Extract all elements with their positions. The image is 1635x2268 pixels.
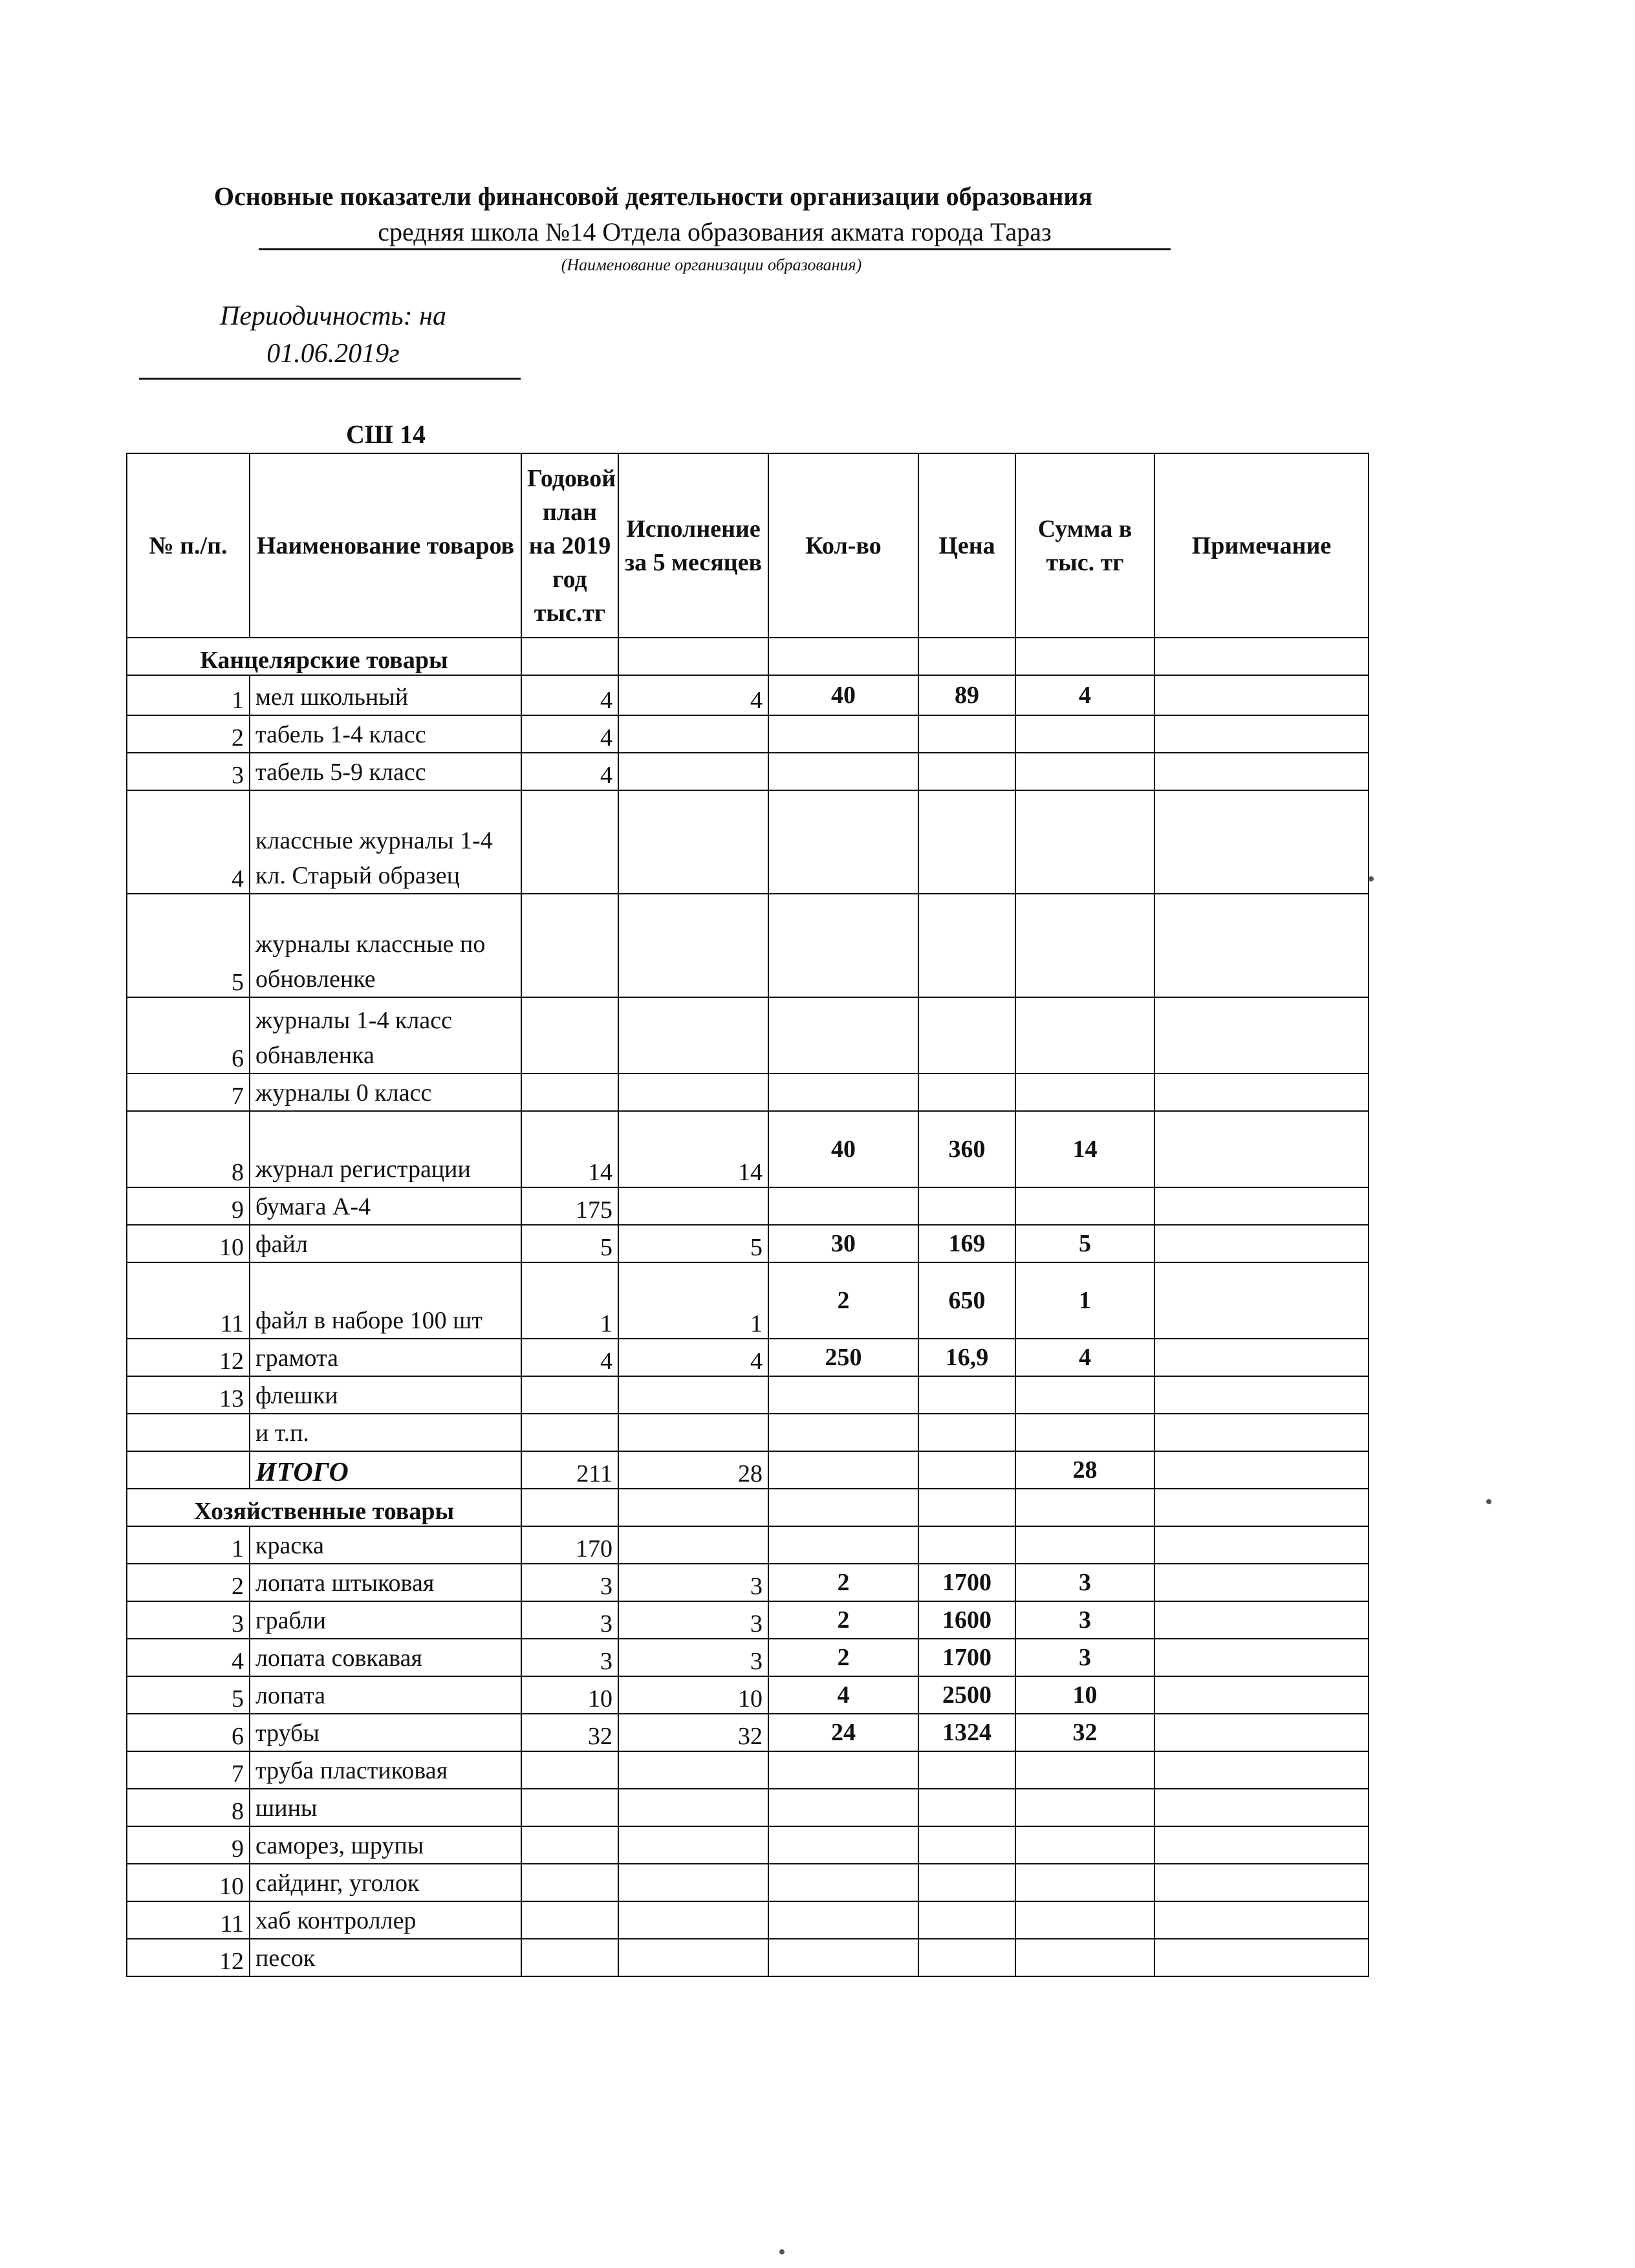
empty-cell [768, 638, 918, 675]
executed-5-months [618, 1074, 768, 1111]
note [1154, 1376, 1369, 1414]
item-name: табель 5-9 класс [250, 753, 521, 790]
row-number: 1 [127, 675, 250, 715]
note [1154, 715, 1369, 753]
executed-5-months: 3 [618, 1564, 768, 1601]
note [1154, 1789, 1369, 1826]
quantity [768, 1789, 918, 1826]
annual-plan: 32 [521, 1714, 618, 1751]
table-row [127, 1526, 1369, 1564]
table-row [127, 894, 1369, 997]
note [1154, 997, 1369, 1074]
table-row [127, 790, 1369, 894]
total-plan: 211 [521, 1451, 618, 1489]
sum [1015, 753, 1154, 790]
quantity [768, 1526, 918, 1564]
executed-5-months [618, 1939, 768, 1976]
annual-plan [521, 1376, 618, 1414]
sum [1015, 790, 1154, 894]
organization-name: средняя школа №14 Отдела образования акмата города Тараз [259, 217, 1171, 250]
quantity: 24 [768, 1714, 918, 1751]
period-underline [139, 378, 521, 380]
note [1154, 1526, 1369, 1564]
col-header-sum: Сумма в тыс. тг [1015, 453, 1154, 638]
section-title: Канцелярские товары [127, 638, 521, 675]
note [1154, 1111, 1369, 1187]
quantity [768, 997, 918, 1074]
row-number: 3 [127, 753, 250, 790]
annual-plan [521, 1751, 618, 1789]
section-row [127, 1489, 1369, 1526]
table-row [127, 1376, 1369, 1414]
sum [1015, 1939, 1154, 1976]
section-row [127, 638, 1369, 675]
empty-cell [1154, 638, 1369, 675]
sum [1015, 1751, 1154, 1789]
price: 89 [918, 675, 1015, 715]
col-header-plan: Годовой план на 2019 год тыс.тг [521, 453, 618, 638]
table-row [127, 1601, 1369, 1639]
executed-5-months [618, 894, 768, 997]
executed-5-months: 4 [618, 675, 768, 715]
executed-5-months [618, 1376, 768, 1414]
quantity: 2 [768, 1639, 918, 1676]
note [1154, 1601, 1369, 1639]
col-header-price: Цена [918, 453, 1015, 638]
row-number: 5 [127, 1676, 250, 1714]
table-row [127, 1826, 1369, 1864]
empty-cell [768, 1489, 918, 1526]
executed-5-months [618, 1789, 768, 1826]
sum [1015, 1901, 1154, 1939]
note [1154, 1414, 1369, 1451]
row-number: 6 [127, 997, 250, 1074]
item-name: и т.п. [250, 1414, 521, 1451]
period-label: Периодичность: на [220, 301, 446, 331]
table-row [127, 997, 1369, 1074]
note [1154, 1901, 1369, 1939]
table-row [127, 1901, 1369, 1939]
price [918, 1751, 1015, 1789]
item-name: журналы 1-4 класс обнавленка [250, 997, 521, 1074]
annual-plan: 3 [521, 1601, 618, 1639]
annual-plan [521, 894, 618, 997]
item-name: хаб контроллер [250, 1901, 521, 1939]
table-body [127, 638, 1369, 1976]
sum: 3 [1015, 1639, 1154, 1676]
total-sum: 28 [1015, 1451, 1154, 1489]
executed-5-months: 32 [618, 1714, 768, 1751]
table-row [127, 1111, 1369, 1187]
sum: 4 [1015, 1339, 1154, 1376]
sum [1015, 1789, 1154, 1826]
annual-plan: 170 [521, 1526, 618, 1564]
annual-plan: 3 [521, 1639, 618, 1676]
note [1154, 1187, 1369, 1225]
goods-table [126, 453, 1369, 1977]
price: 169 [918, 1225, 1015, 1262]
annual-plan [521, 997, 618, 1074]
sum: 1 [1015, 1262, 1154, 1339]
note [1154, 1714, 1369, 1751]
empty-cell [127, 1451, 250, 1489]
quantity [768, 1187, 918, 1225]
executed-5-months [618, 1864, 768, 1901]
row-number: 8 [127, 1111, 250, 1187]
price [918, 753, 1015, 790]
table-row [127, 1639, 1369, 1676]
price [918, 790, 1015, 894]
row-number: 10 [127, 1225, 250, 1262]
empty-cell [768, 1451, 918, 1489]
table-row [127, 1789, 1369, 1826]
quantity [768, 1939, 918, 1976]
sum: 3 [1015, 1564, 1154, 1601]
row-number: 9 [127, 1826, 250, 1864]
item-name: табель 1-4 класс [250, 715, 521, 753]
empty-cell [1015, 1489, 1154, 1526]
executed-5-months [618, 997, 768, 1074]
executed-5-months: 4 [618, 1339, 768, 1376]
executed-5-months [618, 1751, 768, 1789]
annual-plan [521, 1826, 618, 1864]
item-name: труба пластиковая [250, 1751, 521, 1789]
item-name: сайдинг, уголок [250, 1864, 521, 1901]
note [1154, 1939, 1369, 1976]
row-number: 1 [127, 1526, 250, 1564]
price [918, 1939, 1015, 1976]
executed-5-months: 10 [618, 1676, 768, 1714]
table-row [127, 753, 1369, 790]
sum: 10 [1015, 1676, 1154, 1714]
annual-plan [521, 1939, 618, 1976]
table-row [127, 1676, 1369, 1714]
sum [1015, 894, 1154, 997]
item-name: трубы [250, 1714, 521, 1751]
executed-5-months [618, 1187, 768, 1225]
sum [1015, 1187, 1154, 1225]
annual-plan: 1 [521, 1262, 618, 1339]
annual-plan: 175 [521, 1187, 618, 1225]
item-name: флешки [250, 1376, 521, 1414]
note [1154, 1864, 1369, 1901]
annual-plan [521, 1901, 618, 1939]
note [1154, 1639, 1369, 1676]
annual-plan [521, 1074, 618, 1111]
sum [1015, 1864, 1154, 1901]
note [1154, 1826, 1369, 1864]
price: 360 [918, 1111, 1015, 1187]
executed-5-months [618, 1826, 768, 1864]
quantity [768, 1751, 918, 1789]
table-row [127, 1187, 1369, 1225]
table-header-row [127, 453, 1369, 638]
organization-caption: (Наименование организации образования) [561, 255, 862, 274]
price: 1700 [918, 1564, 1015, 1601]
table-row [127, 715, 1369, 753]
item-name: журналы 0 класс [250, 1074, 521, 1111]
document-title: Основные показатели финансовой деятельности организации образования [213, 182, 1093, 211]
table-row [127, 675, 1369, 715]
item-name: лопата штыковая [250, 1564, 521, 1601]
annual-plan [521, 1864, 618, 1901]
note [1154, 1564, 1369, 1601]
price: 1600 [918, 1601, 1015, 1639]
note [1154, 894, 1369, 997]
quantity [768, 1376, 918, 1414]
sum: 32 [1015, 1714, 1154, 1751]
quantity [768, 1414, 918, 1451]
school-code: СШ 14 [346, 420, 426, 449]
sum [1015, 715, 1154, 753]
quantity: 40 [768, 1111, 918, 1187]
item-name: лопата совкавая [250, 1639, 521, 1676]
quantity: 2 [768, 1601, 918, 1639]
quantity: 2 [768, 1262, 918, 1339]
empty-cell [618, 638, 768, 675]
annual-plan [521, 1414, 618, 1451]
row-number: 9 [127, 1187, 250, 1225]
executed-5-months [618, 715, 768, 753]
quantity [768, 1074, 918, 1111]
item-name: журнал регистрации [250, 1111, 521, 1187]
row-number: 13 [127, 1376, 250, 1414]
quantity: 2 [768, 1564, 918, 1601]
item-name: журналы классные по обновленке [250, 894, 521, 997]
row-number: 4 [127, 1639, 250, 1676]
scan-dot [779, 2249, 785, 2254]
annual-plan: 4 [521, 753, 618, 790]
empty-cell [618, 1489, 768, 1526]
annual-plan [521, 790, 618, 894]
empty-cell [1154, 1451, 1369, 1489]
quantity [768, 715, 918, 753]
row-number: 4 [127, 790, 250, 894]
executed-5-months [618, 1901, 768, 1939]
executed-5-months [618, 753, 768, 790]
annual-plan: 5 [521, 1225, 618, 1262]
annual-plan [521, 1789, 618, 1826]
price [918, 894, 1015, 997]
sum: 4 [1015, 675, 1154, 715]
price [918, 1526, 1015, 1564]
row-number: 10 [127, 1864, 250, 1901]
quantity [768, 894, 918, 997]
price: 650 [918, 1262, 1015, 1339]
table-row [127, 1939, 1369, 1976]
price [918, 1864, 1015, 1901]
note [1154, 675, 1369, 715]
quantity [768, 1901, 918, 1939]
quantity: 40 [768, 675, 918, 715]
empty-cell [521, 1489, 618, 1526]
quantity: 250 [768, 1339, 918, 1376]
quantity [768, 1864, 918, 1901]
table-row [127, 1262, 1369, 1339]
table-row [127, 1564, 1369, 1601]
row-number: 8 [127, 1789, 250, 1826]
empty-cell [918, 1451, 1015, 1489]
col-header-name: Наименование товаров [250, 453, 521, 638]
row-number: 11 [127, 1262, 250, 1339]
executed-5-months: 5 [618, 1225, 768, 1262]
table-row [127, 1074, 1369, 1111]
row-number: 3 [127, 1601, 250, 1639]
executed-5-months: 3 [618, 1639, 768, 1676]
period-block [139, 297, 527, 373]
sum: 3 [1015, 1601, 1154, 1639]
col-header-qty: Кол-во [768, 453, 918, 638]
sum [1015, 1414, 1154, 1451]
price [918, 997, 1015, 1074]
item-name: песок [250, 1939, 521, 1976]
executed-5-months: 1 [618, 1262, 768, 1339]
col-header-note: Примечание [1154, 453, 1369, 638]
table-row [127, 1751, 1369, 1789]
item-name: файл [250, 1225, 521, 1262]
row-number: 2 [127, 715, 250, 753]
note [1154, 1676, 1369, 1714]
price: 1700 [918, 1639, 1015, 1676]
executed-5-months: 3 [618, 1601, 768, 1639]
price [918, 1414, 1015, 1451]
item-name: лопата [250, 1676, 521, 1714]
row-number: 7 [127, 1751, 250, 1789]
col-header-num: № п./п. [127, 453, 250, 638]
price [918, 1187, 1015, 1225]
row-number: 5 [127, 894, 250, 997]
item-name: классные журналы 1-4 кл. Старый образец [250, 790, 521, 894]
table-row [127, 1414, 1369, 1451]
table-row [127, 1339, 1369, 1376]
note [1154, 1074, 1369, 1111]
table-row [127, 1225, 1369, 1262]
sum [1015, 1826, 1154, 1864]
sum [1015, 1074, 1154, 1111]
item-name: краска [250, 1526, 521, 1564]
note [1154, 1225, 1369, 1262]
executed-5-months: 14 [618, 1111, 768, 1187]
item-name: бумага А-4 [250, 1187, 521, 1225]
executed-5-months [618, 1414, 768, 1451]
annual-plan: 10 [521, 1676, 618, 1714]
quantity [768, 790, 918, 894]
row-number: 6 [127, 1714, 250, 1751]
price: 2500 [918, 1676, 1015, 1714]
note [1154, 1751, 1369, 1789]
price: 1324 [918, 1714, 1015, 1751]
annual-plan: 4 [521, 675, 618, 715]
note [1154, 790, 1369, 894]
price [918, 1826, 1015, 1864]
item-name: грамота [250, 1339, 521, 1376]
row-number: 2 [127, 1564, 250, 1601]
period-date: 01.06.2019г [266, 339, 400, 369]
row-number: 12 [127, 1939, 250, 1976]
sum [1015, 1376, 1154, 1414]
price: 16,9 [918, 1339, 1015, 1376]
executed-5-months [618, 790, 768, 894]
annual-plan: 4 [521, 715, 618, 753]
scan-dot [1486, 1499, 1491, 1504]
price [918, 1901, 1015, 1939]
note [1154, 753, 1369, 790]
row-number [127, 1414, 250, 1451]
empty-cell [918, 1489, 1015, 1526]
sum [1015, 997, 1154, 1074]
empty-cell [521, 638, 618, 675]
section-title: Хозяйственные товары [127, 1489, 521, 1526]
annual-plan: 3 [521, 1564, 618, 1601]
quantity: 4 [768, 1676, 918, 1714]
sum: 14 [1015, 1111, 1154, 1187]
item-name: шины [250, 1789, 521, 1826]
price [918, 1074, 1015, 1111]
price [918, 1376, 1015, 1414]
price [918, 1789, 1015, 1826]
executed-5-months [618, 1526, 768, 1564]
item-name: грабли [250, 1601, 521, 1639]
price [918, 715, 1015, 753]
total-done: 28 [618, 1451, 768, 1489]
item-name: саморез, шрупы [250, 1826, 521, 1864]
item-name: мел школьный [250, 675, 521, 715]
table-row [127, 1864, 1369, 1901]
scan-dot [1369, 876, 1374, 881]
quantity [768, 753, 918, 790]
quantity [768, 1826, 918, 1864]
empty-cell [918, 638, 1015, 675]
table-row [127, 1714, 1369, 1751]
total-label: ИТОГО [250, 1451, 521, 1489]
item-name: файл в наборе 100 шт [250, 1262, 521, 1339]
total-row [127, 1451, 1369, 1489]
note [1154, 1262, 1369, 1339]
empty-cell [1154, 1489, 1369, 1526]
sum [1015, 1526, 1154, 1564]
empty-cell [1015, 638, 1154, 675]
sum: 5 [1015, 1225, 1154, 1262]
row-number: 7 [127, 1074, 250, 1111]
col-header-done: Исполнение за 5 месяцев [618, 453, 768, 638]
annual-plan: 14 [521, 1111, 618, 1187]
note [1154, 1339, 1369, 1376]
annual-plan: 4 [521, 1339, 618, 1376]
row-number: 12 [127, 1339, 250, 1376]
row-number: 11 [127, 1901, 250, 1939]
quantity: 30 [768, 1225, 918, 1262]
